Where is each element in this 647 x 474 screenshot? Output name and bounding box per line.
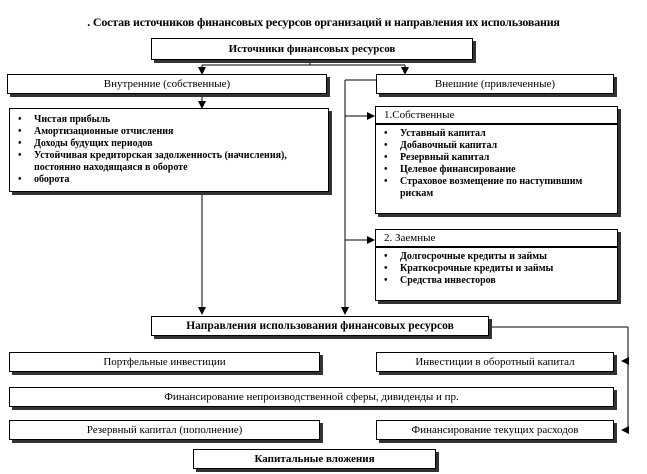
internal-sources-list-box xyxy=(9,108,329,192)
internal-sources-list xyxy=(10,114,328,190)
list-item: • Резервный капитал xyxy=(384,152,617,164)
list-item: • Амортизационные отчисления xyxy=(18,126,328,138)
own-capital-label: 1.Собственные xyxy=(384,109,455,121)
portfolio-investments-label: Портфельные инвестиции xyxy=(103,356,226,368)
external-sources-label: Внешние (привлеченные) xyxy=(434,78,556,90)
list-item: • Чистая прибыль xyxy=(18,114,328,126)
borrowed-capital-header-box xyxy=(375,229,618,247)
diagram-title: . Состав источников финансовых ресурсов организаций и направления их использования xyxy=(87,15,560,29)
list-item: • оборота xyxy=(18,174,328,186)
capital-investments-box xyxy=(193,449,436,469)
list-item: • Устойчивая кредиторская задолженность (начисления), постоянно находящаяся в обороте xyxy=(18,150,328,174)
internal-sources-box xyxy=(7,74,327,94)
list-item: • Доходы будущих периодов xyxy=(18,138,328,150)
sources-header-box xyxy=(151,38,473,60)
sources-header-label: Источники финансовых ресурсов xyxy=(228,43,396,55)
own-capital-header-box xyxy=(375,106,618,124)
list-item: • Страховое возмещение по наступившим рискам xyxy=(384,176,617,200)
list-item: • Долгосрочные кредиты и займы xyxy=(384,251,617,263)
borrowed-capital-list xyxy=(376,251,617,299)
reserve-capital-box xyxy=(9,420,320,440)
current-expenses-label: Финансирование текущих расходов xyxy=(411,424,579,436)
working-capital-label: Инвестиции в оборотный капитал xyxy=(415,356,575,368)
borrowed-capital-list-box xyxy=(375,247,618,301)
capital-investments-label: Капитальные вложения xyxy=(254,453,375,465)
current-expenses-box xyxy=(376,420,614,440)
nonproduction-financing-box xyxy=(9,387,614,407)
list-item: • Добавочный капитал xyxy=(384,140,617,152)
list-item: • Целевое финансирование xyxy=(384,164,617,176)
portfolio-investments-box xyxy=(9,352,320,372)
own-capital-list xyxy=(376,128,617,212)
list-item: • Средства инвесторов xyxy=(384,275,617,287)
internal-sources-label: Внутренние (собственные) xyxy=(103,78,231,90)
list-item: • Уставный капитал xyxy=(384,128,617,140)
external-sources-box xyxy=(376,74,614,94)
own-capital-list-box xyxy=(375,124,618,214)
directions-header-label: Направления использования финансовых ресурсов xyxy=(186,320,454,332)
directions-header-box xyxy=(151,316,489,336)
reserve-capital-label: Резервный капитал (пополнение) xyxy=(86,424,243,436)
nonproduction-financing-label: Финансирование непроизводственной сферы, дивиденды и пр. xyxy=(164,391,459,403)
working-capital-box xyxy=(376,352,614,372)
list-item: • Краткосрочные кредиты и займы xyxy=(384,263,617,275)
borrowed-capital-label: 2. Заемные xyxy=(384,232,436,244)
